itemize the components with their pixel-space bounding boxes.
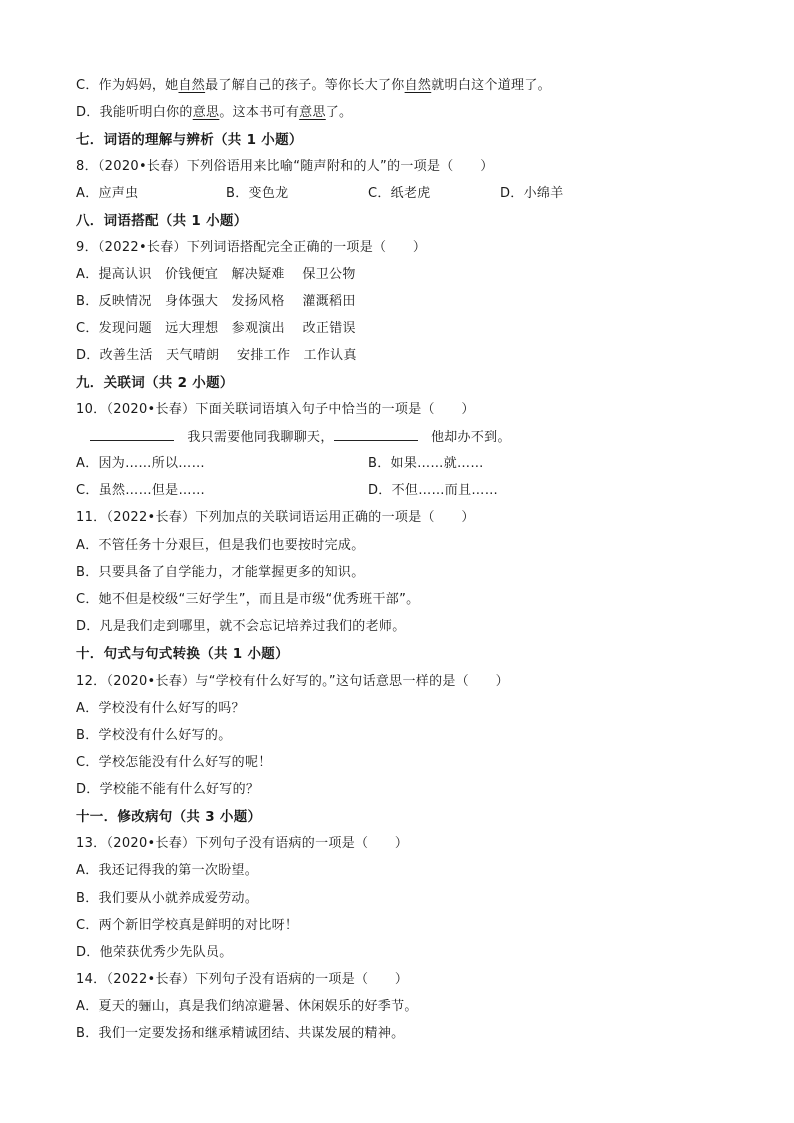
option-b: B．我们一定要发扬和继承精诚团结、共谋发展的精神。 xyxy=(76,1026,405,1041)
question-9: 9．（2022•长春）下列词语搭配完全正确的一项是（ ） xyxy=(76,240,427,255)
option-d: D．他荣获优秀少先队员。 xyxy=(76,945,233,960)
fill-blank xyxy=(334,428,418,441)
fill-blank xyxy=(90,428,174,441)
option-d: D．学校能不能有什么好写的？ xyxy=(76,782,260,797)
option-b: B．我们要从小就养成爱劳动。 xyxy=(76,891,259,906)
option-a: A．提高认识 价钱便宜 解决疑难 保卫公物 xyxy=(76,267,356,282)
section-heading: 十．句式与句式转换（共 1 小题） xyxy=(76,646,289,662)
option-b: B．学校没有什么好写的。 xyxy=(76,728,232,743)
option-d: D．凡是我们走到哪里，就不会忘记培养过我们的老师。 xyxy=(76,619,406,634)
option-a: A．不管任务十分艰巨，但是我们也要按时完成。 xyxy=(76,538,365,553)
section-heading: 十一．修改病句（共 3 小题） xyxy=(76,809,262,825)
question-11: 11．（2022•长春）下列加点的关联词语运用正确的一项是（ ） xyxy=(76,510,475,525)
section-heading: 九．关联词（共 2 小题） xyxy=(76,375,234,391)
question-10-sentence: 我只需要他同我聊聊天， 他却办不到。 xyxy=(90,428,511,447)
option-d: D．不但……而且…… xyxy=(368,483,499,498)
option-c: C．纸老虎 xyxy=(368,186,431,201)
question-10: 10．（2020•长春）下面关联词语填入句子中恰当的一项是（ ） xyxy=(76,402,475,417)
option-a: A．应声虫 xyxy=(76,186,139,201)
question-12: 12．（2020•长春）与“学校有什么好写的。”这句话意思一样的是（ ） xyxy=(76,674,509,689)
question-8: 8．（2020•长春）下列俗语用来比喻“随声附和的人”的一项是（ ） xyxy=(76,159,494,174)
q7-option-c: C．作为妈妈，她自然最了解自己的孩子。等你长大了你自然就明白这个道理了。 xyxy=(76,78,551,93)
option-d: D．小绵羊 xyxy=(500,186,564,201)
option-a: A．因为……所以…… xyxy=(76,456,205,471)
question-13: 13．（2020•长春）下列句子没有语病的一项是（ ） xyxy=(76,836,409,851)
option-d: D．改善生活 天气晴朗 安排工作 工作认真 xyxy=(76,348,357,363)
option-a: A．我还记得我的第一次盼望。 xyxy=(76,863,259,878)
option-c: C．两个新旧学校真是鲜明的对比呀！ xyxy=(76,918,299,933)
option-b: B．只要具备了自学能力，才能掌握更多的知识。 xyxy=(76,565,365,580)
option-c: C．她不但是校级“三好学生”，而且是市级“优秀班干部”。 xyxy=(76,592,420,607)
option-a: A．学校没有什么好写的吗？ xyxy=(76,701,245,716)
q7-option-d: D．我能听明白你的意思。这本书可有意思了。 xyxy=(76,105,353,120)
option-b: B．反映情况 身体强大 发扬风格 灌溉稻田 xyxy=(76,294,356,309)
question-14: 14．（2022•长春）下列句子没有语病的一项是（ ） xyxy=(76,972,409,987)
section-heading: 七．词语的理解与辨析（共 1 小题） xyxy=(76,132,303,148)
option-a: A．夏天的骊山，真是我们纳凉避暑、休闲娱乐的好季节。 xyxy=(76,999,418,1014)
option-c: C．发现问题 远大理想 参观演出 改正错误 xyxy=(76,321,356,336)
option-c: C．学校怎能没有什么好写的呢！ xyxy=(76,755,272,770)
option-b: B．如果……就…… xyxy=(368,456,484,471)
option-b: B．变色龙 xyxy=(226,186,289,201)
section-heading: 八．词语搭配（共 1 小题） xyxy=(76,213,248,229)
option-c: C．虽然……但是…… xyxy=(76,483,206,498)
